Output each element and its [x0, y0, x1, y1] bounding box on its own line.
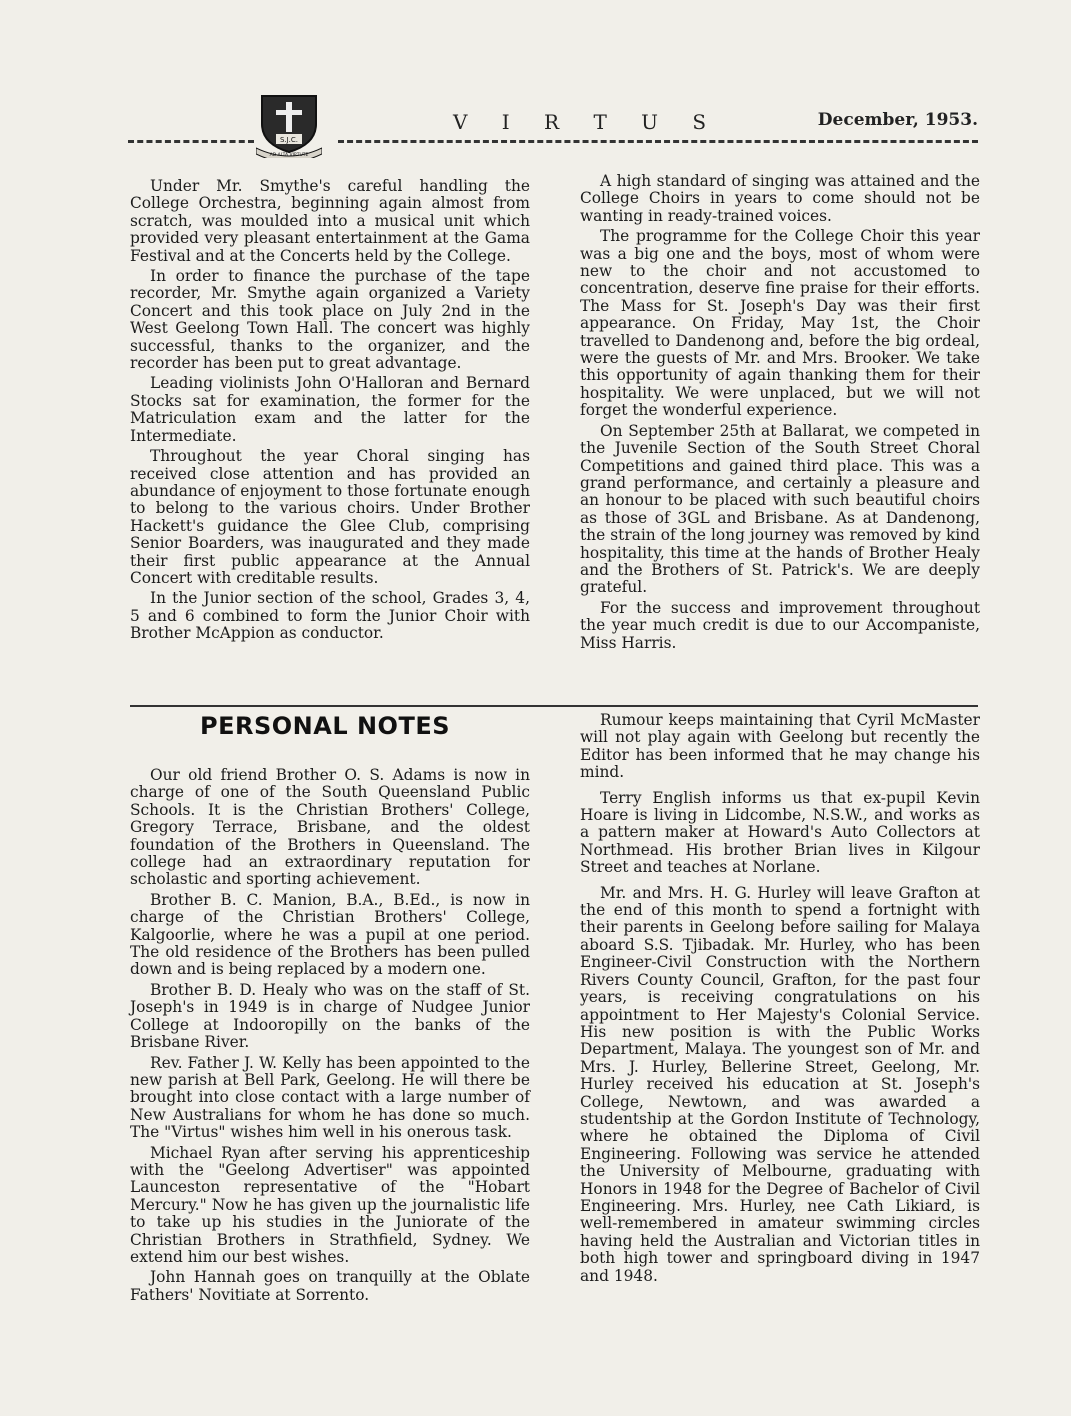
paragraph: Brother B. D. Healy who was on the staff of St. Joseph's in 1949 is in charge of Nudgee Junior College at Indooropilly on the banks of the Brisbane River. [130, 980, 530, 1052]
paragraph: In the Junior section of the school, Grades 3, 4, 5 and 6 combined to form the Junior Choir with Brother McAppion as conductor. [130, 589, 530, 643]
college-crest-icon [256, 90, 322, 158]
paragraph: For the success and improvement throughout the year much credit is due to our Accompaniste, Miss Harris. [580, 598, 980, 652]
personal-notes-column-left [130, 767, 530, 1307]
paragraph: Our old friend Brother O. S. Adams is now in charge of one of the South Queensland Public Schools. It is the Christian Brothers' College, Gregory Terrace, Brisbane, and the oldest foundation of the Brothers in Queensland. The college had an extraordinary reputation for scholastic and sporting achievement. [130, 766, 530, 889]
crest-motto: AD ALTA VIRTUTE [269, 153, 309, 158]
personal-notes-heading: PERSONAL NOTES [200, 712, 450, 740]
section-divider [130, 705, 978, 707]
paragraph: Throughout the year Choral singing has received close attention and has provided an abundance of enjoyment to those fortunate enough to belong to the various choirs. Under Brother Hackett's guidance the Glee Club, comprising Senior Boarders, was inaugurated and they made their first public appearance at the Annual Concert with creditable results. [130, 447, 530, 587]
paragraph: In order to finance the purchase of the tape recorder, Mr. Smythe again organized a Variety Concert and this took place on July 2nd in the West Geelong Town Hall. The concert was highly successful, thanks to the organizer, and the recorder has been put to great advantage. [130, 267, 530, 373]
masthead [128, 90, 978, 160]
masthead-rule-left [128, 140, 254, 143]
masthead-rule-right [338, 140, 978, 143]
paragraph: Leading violinists John O'Halloran and Bernard Stocks sat for examination, the former for the Matriculation exam and the latter for the Intermediate. [130, 374, 530, 445]
paragraph: The programme for the College Choir this year was a big one and the boys, most of whom were new to the choir and not accustomed to concentration, deserve fine praise for their efforts. The Mass for St. Joseph's Day was their first appearance. On Friday, May 1st, the Choir travelled to Dandenong and, before the big ordeal, were the guests of Mr. and Mrs. Brooker. We take this opportunity of again thanking them for their hospitality. We were unplaced, but we will not forget the wonderful experience. [580, 227, 980, 420]
paragraph: Michael Ryan after serving his apprenticeship with the "Geelong Advertiser" was appointed Launceston representative of the "Hobart Mercury." Now he has given up the journalistic life to take up his studies in the Juniorate of the Christian Brothers in Strathfield, Sydney. We extend him our best wishes. [130, 1143, 530, 1266]
music-column-left [130, 178, 530, 646]
music-column-right [580, 173, 980, 655]
paragraph: Mr. and Mrs. H. G. Hurley will leave Grafton at the end of this month to spend a fortnight with their parents in Geelong before sailing for Malaya aboard S.S. Tjibadak. Mr. Hurley, who has been Engineer-Civil Construction with the Northern Rivers County Council, Grafton, for the past four years, is receiving congratulations on his appointment to Her Majesty's Colonial Service. His new position is with the Public Works Department, Malaya. The youngest son of Mr. and Mrs. J. Hurley, Bellerine Street, Geelong, Mr. Hurley received his education at St. Joseph's College, Newtown, and was awarded a studentship at the Gordon Institute of Technology, where he obtained the Diploma of Civil Engineering. Following was service he attended the University of Melbourne, graduating with Honors in 1948 for the Degree of Bachelor of Civil Engineering. Mrs. Hurley, nee Cath Likiard, is well-remembered in amateur swimming circles having held the Australian and Victorian titles in both high tower and springboard diving in 1947 and 1948. [580, 883, 980, 1285]
paragraph: Rumour keeps maintaining that Cyril McMaster will not play again with Geelong but recently the Editor has been informed that he may change his mind. [580, 711, 980, 782]
paragraph: On September 25th at Ballarat, we competed in the Juvenile Section of the South Street Choral Competitions and gained third place. This was a grand performance, and certainly a pleasure and an honour to be placed with such beautiful choirs as those of 3GL and Brisbane. As at Dandenong, the strain of the long journey was removed by kind hospitality, this time at the hands of Brother Healy and the Brothers of St. Patrick's. We are deeply grateful. [580, 421, 980, 597]
personal-notes-column-right [580, 712, 980, 1293]
crest-initials: S.J.C. [279, 136, 299, 144]
paragraph: Brother B. C. Manion, B.A., B.Ed., is now in charge of the Christian Brothers' College, Kalgoorlie, where he was a pupil at one period. The old residence of the Brothers has been pulled down and is being replaced by a modern one. [130, 890, 530, 979]
masthead-date: December, 1953. [817, 110, 978, 130]
paragraph: Terry English informs us that ex-pupil Kevin Hoare is living in Lidcombe, N.S.W., and works as a pattern maker at Howard's Auto Collectors at Northmead. His brother Brian lives in Kilgour Street and teaches at Norlane. [580, 788, 980, 877]
paragraph: A high standard of singing was attained and the College Choirs in years to come should not be wanting in ready-trained voices. [580, 172, 980, 225]
paragraph: John Hannah goes on tranquilly at the Oblate Fathers' Novitiate at Sorrento. [130, 1268, 530, 1304]
masthead-title: V I R T U S [453, 110, 721, 134]
paragraph: Rev. Father J. W. Kelly has been appointed to the new parish at Bell Park, Geelong. He will there be brought into close contact with a large number of New Australians for whom he has done so much. The "Virtus" wishes him well in his onerous task. [130, 1053, 530, 1142]
paragraph: Under Mr. Smythe's careful handling the College Orchestra, beginning again almost from scratch, was moulded into a musical unit which provided very pleasant entertainment at the Gama Festival and at the Concerts held by the College. [130, 177, 530, 265]
